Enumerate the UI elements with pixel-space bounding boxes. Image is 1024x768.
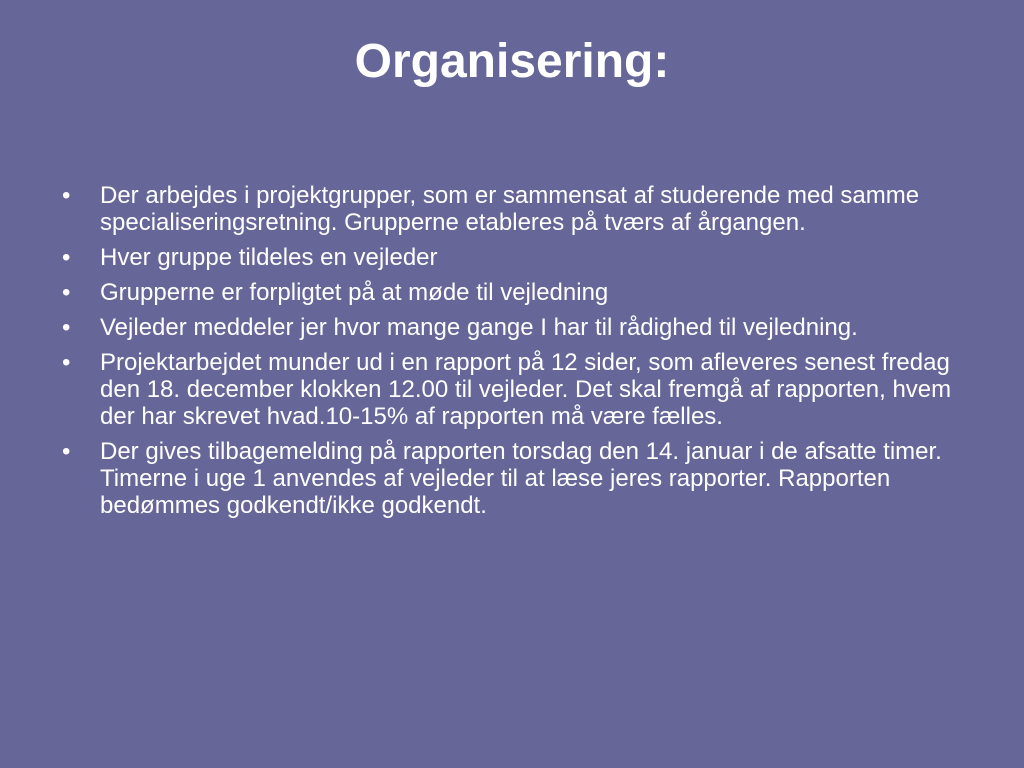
bullet-text: Grupperne er forpligtet på at møde til vejledning: [100, 279, 609, 306]
bullet-item: [62, 182, 962, 236]
bullet-item: [62, 279, 962, 306]
bullet-text: Der arbejdes i projektgrupper, som er sammensat af studerende med samme specialiseringsretning. Grupperne etableres på tværs af årgangen.: [100, 182, 920, 236]
bullet-item: [62, 438, 962, 519]
bullet-item: [62, 349, 962, 430]
bullet-dot-icon: •: [62, 279, 71, 306]
bullet-text: Hver gruppe tildeles en vejleder: [100, 244, 438, 271]
bullet-dot-icon: •: [62, 438, 71, 465]
bullet-item: [62, 314, 962, 341]
bullet-dot-icon: •: [62, 349, 71, 376]
bullet-text: Vejleder meddeler jer hvor mange gange I har til rådighed til vejledning.: [100, 314, 858, 341]
bullet-dot-icon: •: [62, 244, 71, 271]
bullet-text: Projektarbejdet munder ud i en rapport på 12 sider, som afleveres senest fredag den 18. december klokken 12.00 til vejleder. Det skal fremgå af rapporten, hvem der har skrevet hvad.10-15% af rapporten må være fælles.: [100, 349, 952, 430]
bullet-list: [62, 182, 962, 527]
slide-title: Organisering:: [354, 35, 670, 88]
bullet-item: [62, 244, 962, 271]
bullet-dot-icon: •: [62, 182, 71, 209]
bullet-dot-icon: •: [62, 314, 71, 341]
bullet-text: Der gives tilbagemelding på rapporten torsdag den 14. januar i de afsatte timer. Timerne i uge 1 anvendes af vejleder til at læse jeres rapporter. Rapporten bedømmes godkendt/ikke godkendt.: [100, 438, 942, 519]
